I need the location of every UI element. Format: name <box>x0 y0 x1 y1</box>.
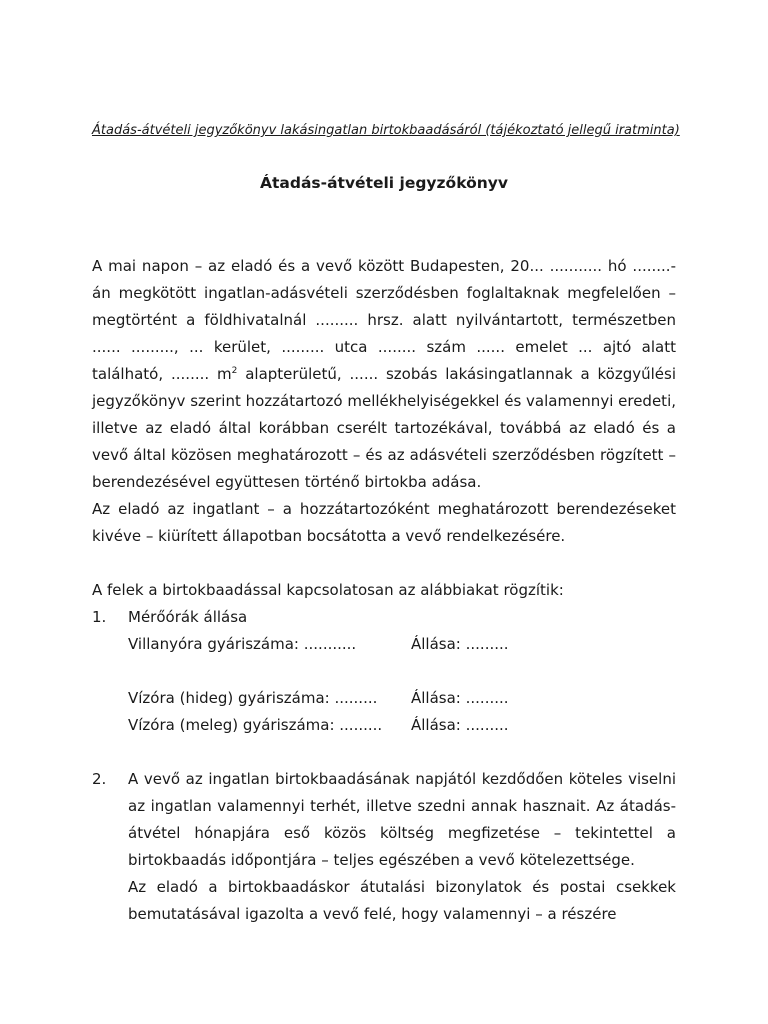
list-item-burdens <box>92 766 676 928</box>
meter-value: Állása: ......... <box>411 689 509 707</box>
paragraph-handover-text-b: alapterületű, ...... szobás lakásingatlannak a közgyűlési jegyzőkönyv szerint hozzátartozó mellékhelyiségekkel és valamennyi eredeti, illetve az eladó által korábban cserélt tartozékával, továbbá az eladó és a vevő által közösen meghatározott – és az adásvételi szerződésben rögzített – berendezésével együttesen történő birtokba adása. <box>92 365 676 491</box>
meter-row-cold-water <box>128 685 676 712</box>
paragraph-handover <box>92 253 676 496</box>
meter-label: Vízóra (meleg) gyáriszáma: ......... <box>128 716 383 734</box>
document-subtitle: Átadás-átvételi jegyzőkönyv lakásingatlan birtokbaadásáról (tájékoztató jellegű iratminta) <box>92 123 680 138</box>
paragraph-vacated: Az eladó az ingatlant – a hozzátartozóként meghatározott berendezéseket kivéve – kiürített állapotban bocsátotta a vevő rendelkezésére. <box>92 500 676 545</box>
document-body <box>92 253 676 928</box>
list-item-number: 1. <box>92 608 107 626</box>
paragraph-handover-text-a: A mai napon – az eladó és a vevő között Budapesten, 20... ........... hó ........-án megkötött ingatlan-adásvételi szerződésben foglaltaknak megfelelően – megtörtént a földhivatalnál ......... hrsz. alatt nyilvántartott, természetben ...... ........., ... kerület, ......... utca ........ szám ...... emelet ... ajtó alatt található, ........ m <box>92 257 676 383</box>
paragraph-intro: A felek a birtokbaadással kapcsolatosan az alábbiakat rögzítik: <box>92 581 564 599</box>
list-item-meters <box>92 604 676 739</box>
meter-value: Állása: ......... <box>411 716 509 734</box>
meter-row-hot-water <box>128 712 676 739</box>
meter-label: Vízóra (hideg) gyáriszáma: ......... <box>128 689 378 707</box>
meter-row-electricity <box>128 631 676 658</box>
meter-label: Villanyóra gyáriszáma: ........... <box>128 635 357 653</box>
superscript-2: 2 <box>231 366 238 376</box>
paragraph-proof: Az eladó a birtokbaadáskor átutalási bizonylatok és postai csekkek bemutatásával igazolta a vevő felé, hogy valamennyi – a részére <box>128 878 676 923</box>
document-title: Átadás-átvételi jegyzőkönyv <box>260 174 508 192</box>
paragraph-burdens: A vevő az ingatlan birtokbaadásának napjától kezdődően köteles viselni az ingatlan valamennyi terhét, illetve szedni annak hasznait. Az átadás-átvétel hónapjára eső közös költség megfizetése – tekintettel a birtokbaadás időpontjára – teljes egészében a vevő kötelezettsége. <box>128 770 676 869</box>
list-item-number: 2. <box>92 770 107 788</box>
meters-heading: Mérőórák állása <box>128 608 248 626</box>
meter-value: Állása: ......... <box>411 635 509 653</box>
